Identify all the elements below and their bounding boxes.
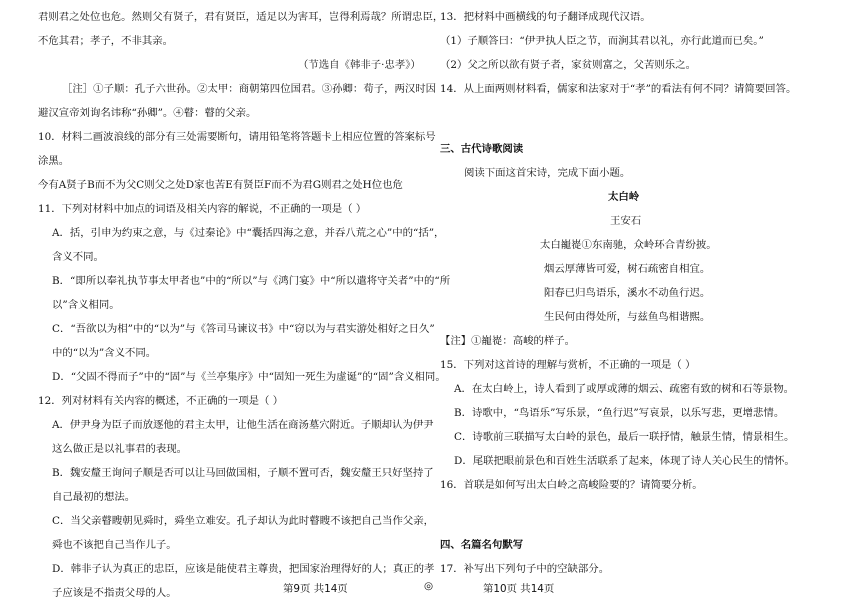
left-text-line: B．“即所以奉礼执节事太甲者也”中的“所以”与《鸿门宴》中“所以遣将守关者”中的“所 bbox=[52, 275, 451, 287]
left-text-line: C．当父亲瞽瞍朝见舜时，舜坐立难安。孔子却认为此时瞽瞍不该把自己当作父亲， bbox=[52, 515, 435, 527]
right-text-line: 烟云厚薄皆可爱，树石疏密自相宜。 bbox=[544, 263, 711, 275]
right-text-line: （2）父之所以欲有贤子者，家贫则富之，父苦则乐之。 bbox=[440, 59, 696, 71]
right-text-line: C．诗歌前三联描写太白岭的景色，最后一联抒情，触景生情，情景相生。 bbox=[454, 431, 795, 443]
right-text-line: 15．下列对这首诗的理解与赏析，不正确的一项是（ ） bbox=[440, 359, 696, 371]
left-text-line: C．“吾欲以为相”中的“以为”与《答司马谏议书》中“窃以为与君实游处相好之日久” bbox=[52, 323, 435, 335]
right-text-line: 太白岭 bbox=[608, 191, 640, 203]
left-text-line: D．“父固不得而子”中的“固”与《兰亭集序》中“固知一死生为虚诞”的“固”含义相同。 bbox=[52, 371, 446, 383]
left-text-line: 这么做正是以礼事君的表现。 bbox=[52, 443, 188, 455]
right-text-line: 16．首联是如何写出太白岭之高峻险要的？请简要分析。 bbox=[440, 479, 703, 491]
left-text-line: 子应该是不指责父母的人。 bbox=[52, 587, 177, 599]
right-text-line: 三、古代诗歌阅读 bbox=[440, 143, 524, 155]
right-text-line: 王安石 bbox=[610, 215, 642, 227]
right-text-line: 四、名篇名句默写 bbox=[440, 539, 524, 551]
right-text-line: D．尾联把眼前景色和百姓生活联系了起来，体现了诗人关心民生的情怀。 bbox=[454, 455, 795, 467]
left-text-line: 今有A贤子B而不为父C则父之处D家也苦E有贤臣F而不为君G则君之处H位也危 bbox=[38, 179, 403, 191]
right-text-line: 阅读下面这首宋诗，完成下面小题。 bbox=[464, 167, 631, 179]
right-text-line: B．诗歌中，“鸟语乐”写乐景，“鱼行迟”写哀景，以乐写悲，更增悲情。 bbox=[454, 407, 785, 419]
left-text-line: ［注］①子顺：孔子六世孙。②太甲：商朝第四位国君。③孙卿：荀子，两汉时因 bbox=[62, 83, 437, 95]
right-text-line: 【注】①巃嵸：高峻的样子。 bbox=[440, 335, 576, 347]
right-text-line: 太白巃嵸①东南驰，众岭环合青纷披。 bbox=[540, 239, 717, 251]
page-number-right: 第10页 共14页 bbox=[483, 583, 555, 595]
right-text-line: 13．把材料中画横线的句子翻译成现代汉语。 bbox=[440, 11, 651, 23]
left-text-line: 10．材料二画波浪线的部分有三处需要断句，请用铅笔将答题卡上相应位置的答案标号 bbox=[38, 131, 436, 143]
left-text-line: 不危其君；孝子，不非其亲。 bbox=[38, 35, 174, 47]
left-text-line: 12．列对材料有关内容的概述，不正确的一项是（ ） bbox=[38, 395, 284, 407]
right-text-line: 14．从上面两则材料看，儒家和法家对于“孝”的看法有何不同？请简要回答。 bbox=[440, 83, 797, 95]
right-text-line: 生民何由得处所，与兹鱼鸟相谐熙。 bbox=[544, 311, 711, 323]
left-text-line: 君则君之处位也危。然则父有贤子，君有贤臣，适足以为害耳，岂得利焉哉？所谓忠臣， bbox=[38, 11, 444, 23]
page-number-left: 第9页 共14页 bbox=[283, 583, 348, 595]
right-text-line: A．在太白岭上，诗人看到了或厚或薄的烟云、疏密有致的树和石等景物。 bbox=[454, 383, 795, 395]
left-text-line: A．括，引申为约束之意，与《过秦论》中“囊括四海之意，并吞八荒之心”中的“括”， bbox=[52, 227, 445, 239]
right-text-line: 阳春已归鸟语乐，溪水不动鱼行迟。 bbox=[544, 287, 711, 299]
left-text-line: 涂黑。 bbox=[38, 155, 70, 167]
center-mark: ◎ bbox=[424, 580, 434, 592]
left-text-line: B．魏安釐王询问子顺是否可以让马回做国相，子顺不置可否，魏安釐王只好坚持了 bbox=[52, 467, 434, 479]
left-text-line: （节选自《韩非子·忠孝》） bbox=[298, 59, 421, 71]
left-text-line: 避汉宣帝刘询名讳称“孙卿”。④瞽：瞽的父亲。 bbox=[38, 107, 257, 119]
right-text-line: 17．补写出下列句子中的空缺部分。 bbox=[440, 563, 610, 575]
left-text-line: 11．下列对材料中加点的词语及相关内容的解说，不正确的一项是（ ） bbox=[38, 203, 367, 215]
left-text-line: 含义不同。 bbox=[52, 251, 104, 263]
left-text-line: 舜也不该把自己当作儿子。 bbox=[52, 539, 177, 551]
left-text-line: 自己最初的想法。 bbox=[52, 491, 136, 503]
left-text-line: A．伊尹身为臣子而放逐他的君主太甲，让他生活在商汤墓穴附近。子顺却认为伊尹 bbox=[52, 419, 434, 431]
left-text-line: 中的“以为”含义不同。 bbox=[52, 347, 157, 359]
left-text-line: 以”含义相同。 bbox=[52, 299, 120, 311]
left-text-line: D．韩非子认为真正的忠臣，应该是能使君主尊贵，把国家治理得好的人；真正的孝 bbox=[52, 563, 435, 575]
right-text-line: （1）子顺答曰：“伊尹执人臣之节，而涧其君以礼，亦行此道而已矣。” bbox=[440, 35, 764, 47]
